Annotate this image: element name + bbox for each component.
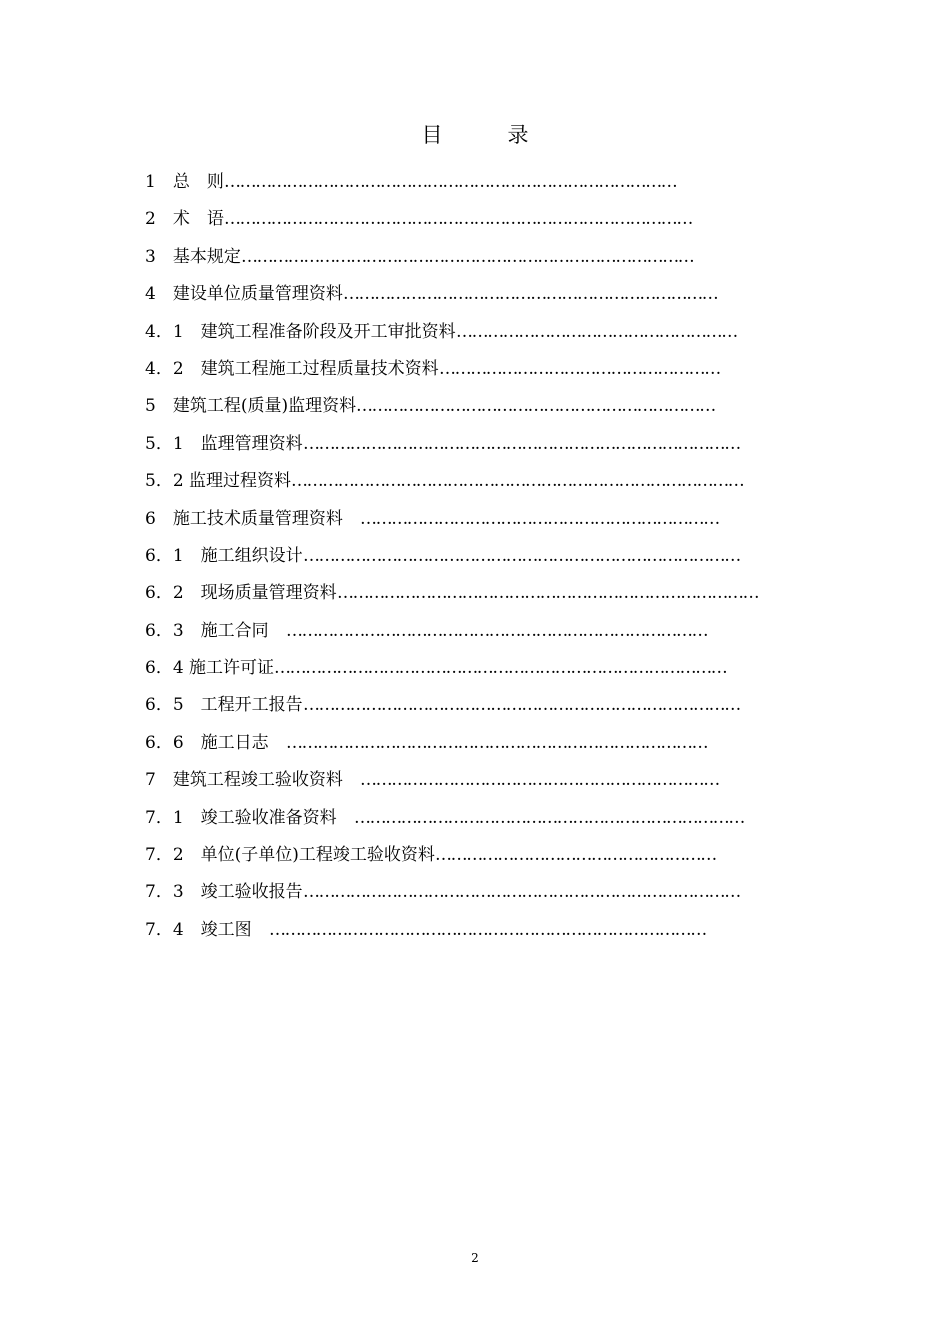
- toc-entry-title: 6．3 施工合同: [145, 620, 286, 641]
- toc-entry-title: 4 建设单位质量管理资料: [145, 284, 343, 305]
- toc-entry[interactable]: [145, 729, 815, 766]
- toc-entry-title: 3 基本规定: [145, 246, 241, 267]
- toc-leader-dots: ……………………………………………………………………………: [224, 172, 677, 192]
- toc-entry-title: 6．4 施工许可证: [145, 658, 275, 679]
- toc-entry-title: 5．1 监理管理资料: [145, 433, 303, 454]
- toc-entry[interactable]: [145, 430, 815, 467]
- toc-leader-dots: ………………………………………………: [456, 321, 737, 342]
- toc-entry[interactable]: [145, 654, 815, 691]
- toc-leader-dots: ………………………………………………: [439, 358, 720, 379]
- toc-leader-dots: ……………………………………………………………: [360, 770, 719, 791]
- toc-entry-title: 5．2 监理过程资料: [145, 471, 292, 492]
- toc-leader-dots: …………………………………………………………………: [354, 807, 745, 828]
- toc-entry[interactable]: [145, 617, 815, 654]
- toc-entry[interactable]: [145, 467, 815, 504]
- toc-leader-dots: …………………………………………………………………………: [303, 433, 740, 454]
- toc-leader-dots: ……………………………………………………………………………: [291, 471, 744, 492]
- toc-leader-dots: ……………………………………………………………………………: [241, 246, 694, 267]
- page-title: 目 录: [421, 123, 551, 147]
- toc-entry[interactable]: [145, 766, 815, 803]
- toc-leader-dots: …………………………………………………………………………: [303, 695, 740, 716]
- toc-entry[interactable]: [145, 804, 815, 841]
- toc-leader-dots: ………………………………………………: [435, 845, 716, 866]
- toc-entry[interactable]: [145, 878, 815, 915]
- toc-entry-title: 6．5 工程开工报告: [145, 695, 303, 716]
- toc-entry-title: 7．2 单位(子单位)工程竣工验收资料: [145, 845, 435, 866]
- toc-entry-title: 6．6 施工日志: [145, 732, 286, 753]
- toc-leader-dots: ……………………………………………………………………………: [274, 658, 727, 679]
- toc-leader-dots: ………………………………………………………………………: [337, 583, 759, 604]
- toc-entry-title: 7．1 竣工验收准备资料: [145, 807, 354, 828]
- toc-entry-title: 4．1 建筑工程准备阶段及开工审批资料: [145, 321, 456, 342]
- toc-entry-title: 7．3 竣工验收报告: [145, 882, 303, 903]
- toc-entry[interactable]: [145, 579, 815, 616]
- toc-entry[interactable]: [145, 243, 815, 280]
- toc-entry[interactable]: [145, 280, 815, 317]
- toc-entry-title: 7．4 竣工图: [145, 919, 269, 940]
- toc-entry[interactable]: [145, 841, 815, 878]
- toc-entry[interactable]: [145, 392, 815, 429]
- toc-entry-title: 1 总 则: [145, 172, 224, 192]
- table-of-contents: [145, 168, 815, 953]
- toc-leader-dots: ………………………………………………………………………: [286, 620, 708, 641]
- toc-entry[interactable]: [145, 691, 815, 728]
- toc-entry[interactable]: [145, 168, 815, 205]
- toc-entry-title: 7 建筑工程竣工验收资料: [145, 770, 360, 791]
- toc-leader-dots: ………………………………………………………………………………: [224, 209, 693, 230]
- toc-entry-title: 2 术 语: [145, 209, 224, 230]
- toc-entry[interactable]: [145, 542, 815, 579]
- toc-entry-title: 6．1 施工组织设计: [145, 545, 303, 566]
- toc-entry-title: 6．2 现场质量管理资料: [145, 583, 337, 604]
- toc-entry-title: 4．2 建筑工程施工过程质量技术资料: [145, 358, 439, 379]
- toc-leader-dots: ………………………………………………………………: [343, 284, 718, 305]
- toc-entry[interactable]: [145, 318, 815, 355]
- toc-leader-dots: ……………………………………………………………: [360, 508, 719, 529]
- toc-leader-dots: ……………………………………………………………: [356, 396, 715, 417]
- toc-entry[interactable]: [145, 505, 815, 542]
- toc-entry[interactable]: [145, 916, 815, 953]
- toc-leader-dots: ………………………………………………………………………: [286, 732, 708, 753]
- toc-entry[interactable]: [145, 205, 815, 242]
- toc-entry-title: 6 施工技术质量管理资料: [145, 508, 360, 529]
- page-number: 2: [471, 1251, 479, 1265]
- toc-entry-title: 5 建筑工程(质量)监理资料: [145, 396, 357, 417]
- toc-entry[interactable]: [145, 355, 815, 392]
- toc-leader-dots: …………………………………………………………………………: [303, 882, 740, 903]
- toc-leader-dots: …………………………………………………………………………: [303, 545, 740, 566]
- toc-leader-dots: …………………………………………………………………………: [269, 919, 706, 940]
